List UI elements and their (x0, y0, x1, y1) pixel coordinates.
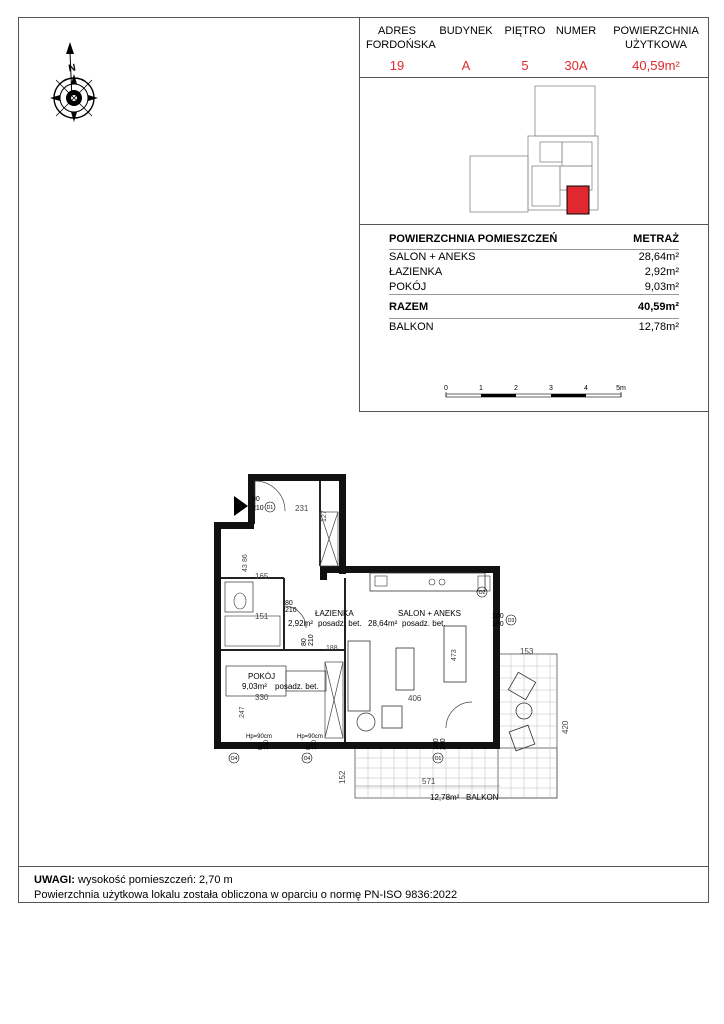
header-divider-1 (359, 77, 709, 78)
svg-text:5m: 5m (616, 385, 626, 392)
rooms-sep-1 (389, 249, 679, 250)
svg-text:420: 420 (561, 720, 570, 734)
svg-text:O1: O1 (434, 756, 442, 762)
header-value-number: 30A (564, 58, 588, 73)
svg-text:231: 231 (295, 504, 309, 513)
header-value-floor: 5 (521, 58, 529, 73)
svg-text:150: 150 (492, 621, 504, 628)
svg-text:O4: O4 (230, 756, 238, 762)
svg-text:posadz. bet.: posadz. bet. (275, 682, 319, 691)
svg-text:POKÓJ: POKÓJ (248, 672, 276, 681)
svg-text:210: 210 (308, 634, 315, 646)
table-row-total: RAZEM 40,59m² (389, 301, 679, 313)
scale-bar (440, 382, 630, 402)
notes-label: UWAGI: (34, 874, 75, 886)
svg-text:152: 152 (338, 770, 347, 784)
apartment-highlight (567, 186, 589, 214)
table-row-balcony: BALKON 12,78m² (389, 321, 679, 333)
svg-text:1: 1 (479, 385, 483, 392)
svg-text:240: 240 (440, 738, 447, 750)
svg-text:165: 165 (255, 572, 269, 581)
svg-text:12,78m²: 12,78m² (430, 793, 460, 802)
svg-text:210: 210 (285, 607, 297, 614)
header-label-floor: PIĘTRO (504, 25, 546, 37)
svg-text:150: 150 (312, 739, 318, 750)
table-row: SALON + ANEKS 28,64m² (389, 251, 679, 263)
svg-text:O3: O3 (507, 618, 515, 624)
svg-text:406: 406 (408, 694, 422, 703)
header-label-building: BUDYNEK (439, 25, 493, 37)
floor-plan (200, 466, 600, 816)
header-divider-2 (359, 224, 709, 225)
svg-text:160: 160 (433, 738, 440, 750)
notes-divider (18, 866, 709, 867)
svg-text:86: 86 (242, 554, 249, 562)
svg-text:210: 210 (252, 505, 264, 512)
svg-text:80: 80 (285, 600, 293, 607)
svg-text:28,64m²: 28,64m² (368, 619, 398, 628)
header-label-number: NUMER (555, 25, 597, 37)
svg-text:43: 43 (242, 564, 249, 572)
notes-line2: Powierzchnia użytkowa lokalu została obliczona w oparciu o normę PN-ISO 9836:2022 (34, 889, 458, 901)
svg-text:ŁAZIENKA: ŁAZIENKA (315, 609, 354, 618)
svg-text:0: 0 (444, 385, 448, 392)
svg-text:153: 153 (520, 647, 534, 656)
header-value-area: 40,59m² (632, 58, 680, 73)
svg-text:100: 100 (492, 613, 504, 620)
svg-text:O4: O4 (303, 756, 311, 762)
svg-text:2,92m²: 2,92m² (288, 619, 313, 628)
rooms-sep-2 (389, 294, 679, 295)
entry-arrow-icon (234, 496, 248, 516)
header-divider-3 (359, 411, 709, 412)
rooms-table-col-label: METRAŻ (633, 233, 679, 245)
svg-text:127: 127 (321, 510, 328, 522)
svg-text:posadz. bet.: posadz. bet. (402, 619, 446, 628)
svg-text:80: 80 (306, 743, 312, 750)
svg-text:188: 188 (326, 645, 338, 652)
svg-text:571: 571 (422, 777, 436, 786)
svg-text:2: 2 (514, 385, 518, 392)
svg-text:Hp=90cm: Hp=90cm (246, 734, 272, 740)
svg-text:Hp=90cm: Hp=90cm (297, 734, 323, 740)
svg-text:posadz. bet.: posadz. bet. (318, 619, 362, 628)
svg-text:90: 90 (252, 496, 260, 503)
svg-text:SALON + ANEKS: SALON + ANEKS (398, 609, 461, 618)
svg-text:150: 150 (264, 739, 270, 750)
header-value-address: 19 (389, 58, 405, 73)
svg-text:9,03m²: 9,03m² (242, 682, 267, 691)
notes (34, 873, 457, 903)
svg-text:N: N (67, 62, 77, 75)
notes-line1: wysokość pomieszczeń: 2,70 m (78, 874, 233, 886)
rooms-table-title: POWIERZCHNIA POMIESZCZEŃ (389, 233, 558, 245)
building-key-plan (460, 84, 610, 216)
header-value-building: A (461, 58, 471, 73)
svg-text:4: 4 (584, 385, 588, 392)
svg-text:O2: O2 (478, 590, 486, 596)
svg-text:3: 3 (549, 385, 553, 392)
room-label-balcony (430, 793, 499, 802)
header-label-area: POWIERZCHNIA UŻYTKOWA (613, 25, 699, 51)
svg-text:80: 80 (258, 743, 264, 750)
room-label-room (242, 672, 319, 691)
header-label-address: ADRES FORDOŃSKA (366, 25, 436, 51)
svg-text:BALKON: BALKON (466, 793, 499, 802)
table-row: POKÓJ 9,03m² (389, 281, 679, 293)
compass-rose-icon (42, 40, 110, 130)
svg-text:80: 80 (301, 638, 308, 646)
rooms-sep-3 (389, 318, 679, 319)
table-row: ŁAZIENKA 2,92m² (389, 266, 679, 278)
svg-text:151: 151 (255, 612, 269, 621)
room-label-salon (368, 609, 461, 628)
svg-text:473: 473 (451, 649, 458, 661)
svg-text:330: 330 (255, 693, 269, 702)
svg-text:D1: D1 (266, 505, 274, 511)
svg-text:247: 247 (239, 706, 246, 718)
